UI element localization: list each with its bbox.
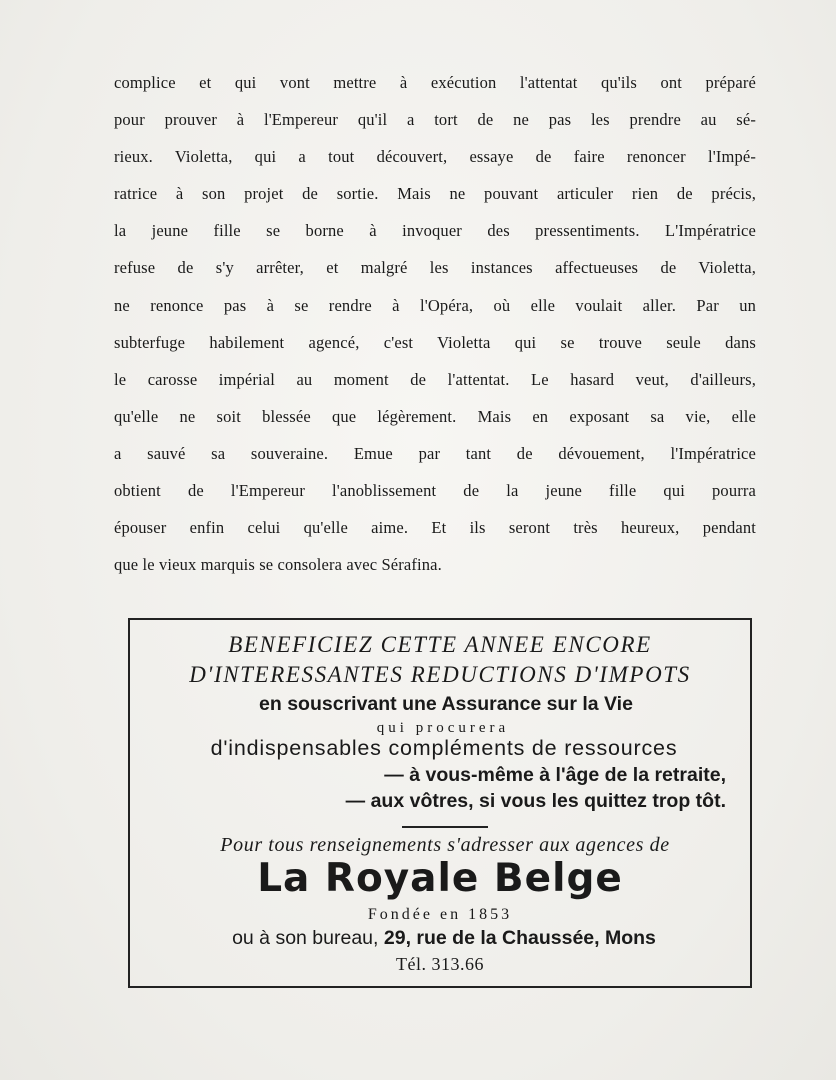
paragraph-line: complice et qui vont mettre à exécution l'attentat qu'ils ont préparé [114,73,756,92]
paragraph-line: ratrice à son projet de sortie. Mais ne pouvant articuler rien de précis, [114,184,756,204]
ad-headline-1: BENEFICIEZ CETTE ANNEE ENCORE [228,632,652,657]
paragraph-line: a sauvé sa souveraine. Emue par tant de dévouement, l'Impératrice [114,443,756,463]
paragraph-line: qu'elle ne soit blessée que légèrement. Mais en exposant sa vie, elle [114,406,756,426]
ad-founded-line: Fondée en 1853 [367,906,513,923]
ad-headline-2: D'INTERESSANTES REDUCTIONS D'IMPOTS [189,662,691,687]
ad-complements-line: d'indispensables compléments de ressources [210,736,678,760]
ad-procurera-line: qui procurera [376,720,510,736]
paragraph-line: la jeune fille se borne à invoquer des pressentiments. L'Impératrice [114,221,756,241]
paragraph-line: le carosse impérial au moment de l'attentat. Le hasard veut, d'ailleurs, [114,369,756,389]
paragraph-line: refuse de s'y arrêter, et malgré les instances affectueuses de Violetta, [114,258,756,278]
ad-phone-line: Tél. 313.66 [396,954,484,974]
paragraph-line: ne renonce pas à se rendre à l'Opéra, où elle voulait aller. Par un [114,295,756,315]
paragraph-line: rieux. Violetta, qui a tout découvert, essaye de faire renoncer l'Impé- [114,147,756,167]
ad-brand-name: La Royale Belge [257,856,623,901]
paragraph-line: subterfuge habilement agencé, c'est Violetta qui se trouve seule dans [114,332,756,352]
ad-bullet-family: — aux vôtres, si vous les quittez trop tôt. [345,790,726,812]
ad-bullet-retirement: — à vous-même à l'âge de la retraite, [384,764,726,786]
ad-divider [402,826,488,828]
ad-info-line: Pour tous renseignements s'adresser aux agences de [220,834,670,856]
paragraph-line: pour prouver à l'Empereur qu'il a tort de ne pas les prendre au sé- [114,110,756,130]
synopsis-paragraph [114,70,756,589]
paragraph-line: épouser enfin celui qu'elle aime. Et ils seront très heureux, pendant [114,518,756,538]
ad-address-line: ou à son bureau, 29, rue de la Chaussée, Mons [232,927,656,949]
paragraph-line: que le vieux marquis se consolera avec Sérafina. [114,555,442,575]
ad-subscribe-line: en souscrivant une Assurance sur la Vie [259,693,633,715]
insurance-advertisement [128,618,752,988]
paragraph-line: obtient de l'Empereur l'anoblissement de la jeune fille qui pourra [114,481,756,501]
